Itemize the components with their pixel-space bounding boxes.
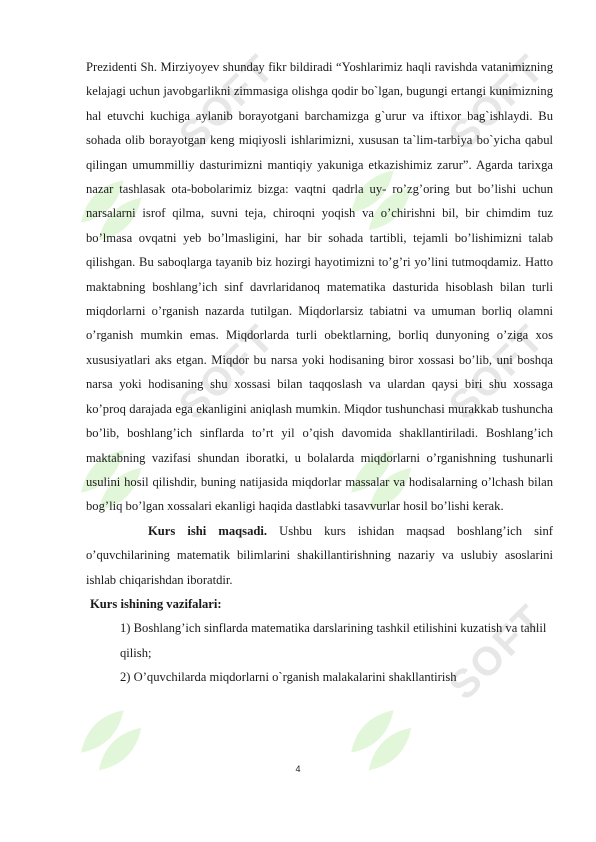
aim-label: Kurs ishi maqsadi.: [148, 523, 268, 538]
aim-text: Ushbu kurs ishidan maqsad boshlang’ich sinf o’quvchilarining matematik bilimlarini shakillantirishning nazariy va uslubiy asoslarini ishlab chiqarishdan iboratdir.: [86, 523, 553, 587]
document-body: [86, 55, 553, 690]
watermark-text: SOFT: [170, 316, 284, 429]
watermark-text: SOFT: [440, 46, 554, 159]
watermark-text: SOFT: [440, 596, 554, 709]
task-item-2: 2) O’quvchilarda miqdorlarni o`rganish malakalarini shakllantirish: [120, 670, 457, 685]
page-number: 4: [295, 764, 301, 774]
body-paragraph: Prezidenti Sh. Mirziyoyev shunday fikr bildiradi “Yoshlarimiz haqli ravishda vatanimizning kelajagi uchun javobgarlikni zimmasiga olishga qodir bo`lgan, bugungi ertangi kunimizning hal etuvchi kuchiga aylanib borayotgani barchamizga g`urur va iftixor bag`ishlaydi. Bu sohada olib borayotgan keng miqiyosli ishlarimizni, xususan ta`lim-tarbiya bo`yicha qabul qilingan umummilliy dasturimizni mantiqiy yakuniga etkazishimiz zarur”. Agarda tarixga nazar tashlasak ota-bobolarimiz bizga: vaqtni qadrla uy- ro’zg’oring but bo’lishi uchun narsalarni isrof qilma, suvni teja, chiroqni yoqish va o’chirishni bil, bir chimdim tuz bo’lmasa ovqatni yeb bo’lmasligini, har bir sohada tartibli, tejamli bo’lishimizni talab qilishgan. Bu saboqlarga tayanib biz hozirgi hayotimizni to’g’ri yo’lini tutmoqdamiz. Hatto maktabning boshlang’ich sinf davrlaridanoq matematika dasturida hisoblash bilan turli miqdorlarni o’rganish nazarda tutilgan. Miqdorlarsiz tabiatni va umuman borliq olamni o’rganish mumkin emas. Miqdorlarda turli obektlarning, borliq dunyoning o’ziga xos xususiyatlari aks etgan. Miqdor bu narsa yoki hodisaning biror xossasi bo’lib, uni boshqa narsa yoki hodisaning shu xossasi bilan taqqoslash va ulardan qaysi biri shu xossaga ko’proq darajada ega ekanligini aniqlash mumkin. Miqdor tushunchasi murakkab tushuncha bo’lib, boshlang’ich sinflarda to’rt yil o’qish davomida shakllantiriladi. Boshlang’ich maktabning vazifasi shundan iboratki, u bolalarda miqdorlarni o’rganishning tushunarli usulini hosil qilishdir, buning natijasida miqdorlar massalar va hodisalarning o’lchash bilan bog’liq bo’lgan xossalari ekanligi haqida dastlabki tasavvurlar hosil bo’lishi kerak.: [86, 60, 553, 514]
watermark-text: SOFT: [170, 46, 284, 159]
tasks-heading: Kurs ishining vazifalari:: [90, 596, 222, 611]
aim-paragraph: [86, 519, 553, 592]
watermark-text: SOFT: [440, 316, 554, 429]
task-item-1: 1) Boshlang’ich sinflarda matematika darslarining tashkil etilishini kuzatish va tahlil qilish;: [120, 621, 547, 660]
